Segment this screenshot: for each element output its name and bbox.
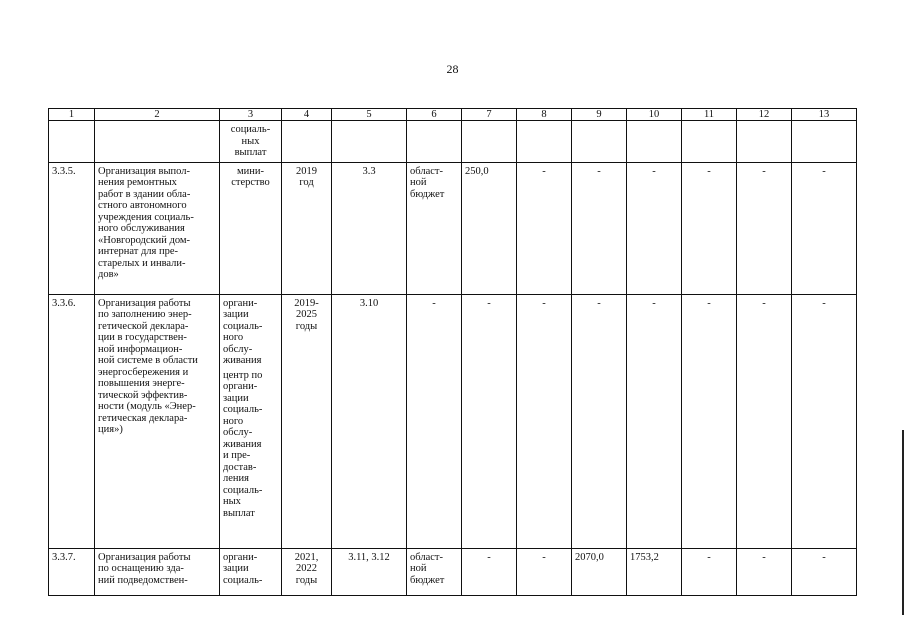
item-value: -	[682, 162, 737, 294]
item-value: -	[737, 294, 792, 548]
item-number: 3.3.5.	[49, 162, 95, 294]
item-value	[572, 121, 627, 163]
item-value: 250,0	[462, 162, 517, 294]
table-row-3-3-7	[49, 548, 857, 595]
item-value: -	[517, 294, 572, 548]
column-number: 8	[517, 109, 572, 121]
item-value	[792, 121, 857, 163]
column-number-row	[49, 109, 857, 121]
table-row-3-3-5	[49, 162, 857, 294]
item-value	[462, 121, 517, 163]
item-value: -	[737, 162, 792, 294]
item-period: 2019- 2025 годы	[282, 294, 332, 548]
item-value	[737, 121, 792, 163]
item-value: 1753,2	[627, 548, 682, 595]
item-source: област- ной бюджет	[407, 548, 462, 595]
item-executor: социаль- ных выплат	[220, 121, 282, 163]
item-name: Организация выпол- нения ремонтных работ в здании обла- стного автономного учреждения социаль- ного обслуживания «Новгородский дом- интернат для пре- старелых и инвали- дов»	[95, 162, 220, 294]
item-executor: органи- зации социаль-	[220, 548, 282, 595]
item-value: -	[682, 294, 737, 548]
program-table	[48, 108, 857, 596]
page-number: 28	[446, 62, 459, 76]
item-value: 2070,0	[572, 548, 627, 595]
item-value: -	[462, 548, 517, 595]
item-value: -	[462, 294, 517, 548]
column-number: 12	[737, 109, 792, 121]
column-number: 7	[462, 109, 517, 121]
item-value: -	[792, 548, 857, 595]
item-value	[682, 121, 737, 163]
item-value: -	[572, 294, 627, 548]
item-value	[627, 121, 682, 163]
item-value: -	[737, 548, 792, 595]
item-name: Организация работы по оснащению зда- ний подведомствен-	[95, 548, 220, 595]
item-value: -	[792, 162, 857, 294]
item-value: -	[572, 162, 627, 294]
item-executor	[220, 294, 282, 548]
table-row-3-3-6	[49, 294, 857, 548]
item-number	[49, 121, 95, 163]
item-value: -	[517, 548, 572, 595]
column-number: 10	[627, 109, 682, 121]
item-value: -	[517, 162, 572, 294]
item-source: област- ной бюджет	[407, 162, 462, 294]
column-number: 2	[95, 109, 220, 121]
item-target	[332, 121, 407, 163]
table-row-continuation	[49, 121, 857, 163]
item-executor: мини- стерство	[220, 162, 282, 294]
item-target: 3.3	[332, 162, 407, 294]
item-period: 2019 год	[282, 162, 332, 294]
column-number: 4	[282, 109, 332, 121]
item-source	[407, 121, 462, 163]
item-value	[517, 121, 572, 163]
item-source: -	[407, 294, 462, 548]
item-executor-line: органи- зации социаль- ного обслу- живания	[223, 297, 263, 366]
item-period: 2021, 2022 годы	[282, 548, 332, 595]
column-number: 11	[682, 109, 737, 121]
column-number: 9	[572, 109, 627, 121]
scan-edge-mark	[902, 430, 904, 615]
item-value: -	[627, 294, 682, 548]
item-executor-line: центр по органи- зации социаль- ного обслу- живания и пре- достав- ления социаль- ных выплат	[223, 369, 263, 519]
item-number: 3.3.7.	[49, 548, 95, 595]
item-target: 3.11, 3.12	[332, 548, 407, 595]
column-number: 13	[792, 109, 857, 121]
item-name: Организация работы по заполнению энер- гетической деклара- ции в государствен- ной информацион- ной системе в области энергосбережения и повышения энерге- тической эффектив- ности (модуль «Энер- гетическая деклара- ция»)	[95, 294, 220, 548]
column-number: 5	[332, 109, 407, 121]
item-number: 3.3.6.	[49, 294, 95, 548]
item-value: -	[682, 548, 737, 595]
item-name	[95, 121, 220, 163]
item-value: -	[792, 294, 857, 548]
item-period	[282, 121, 332, 163]
column-number: 6	[407, 109, 462, 121]
column-number: 3	[220, 109, 282, 121]
column-number: 1	[49, 109, 95, 121]
item-value: -	[627, 162, 682, 294]
item-target: 3.10	[332, 294, 407, 548]
